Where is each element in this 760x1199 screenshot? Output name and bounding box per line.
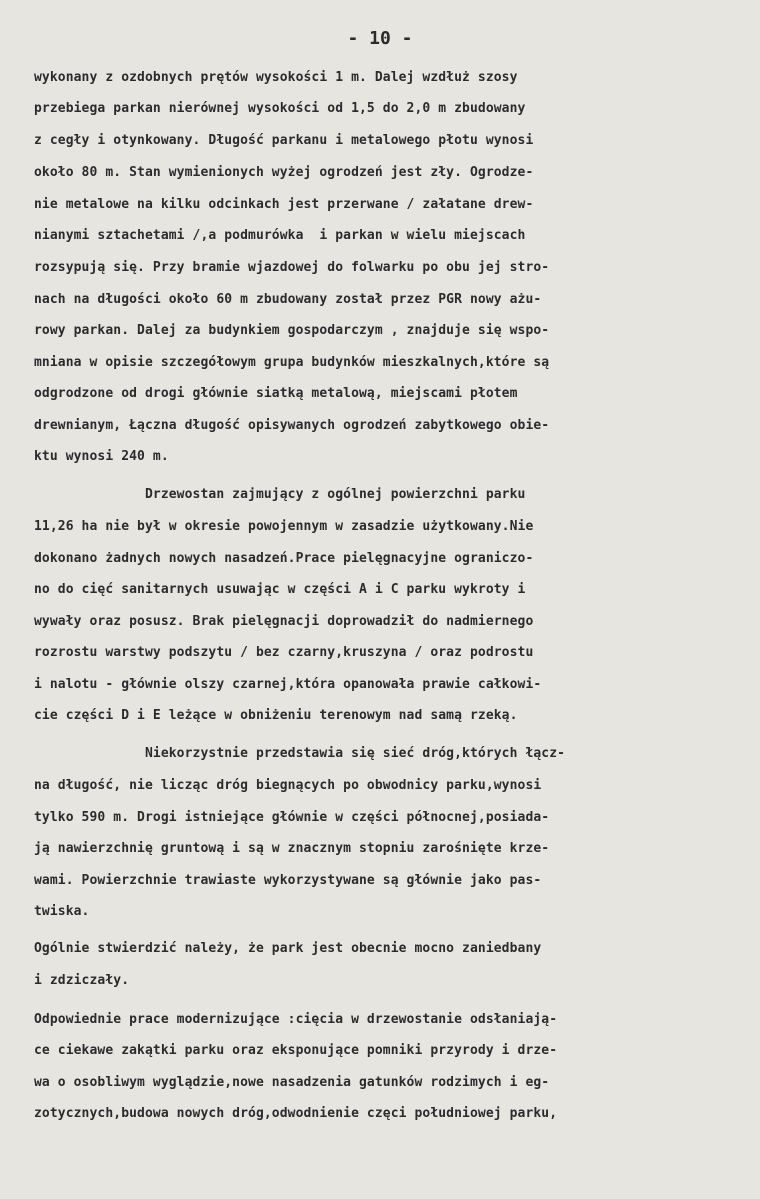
- text-line: Niekorzystnie przedstawia się sieć dróg,których łącz-: [34, 746, 566, 761]
- text-line: twiska.: [34, 904, 90, 919]
- text-line: tylko 590 m. Drogi istniejące głównie w części północnej,posiada-: [34, 810, 550, 825]
- text-line: rozsypują się. Przy bramie wjazdowej do folwarku po obu jej stro-: [34, 260, 550, 275]
- text-line: na długość, nie licząc dróg biegnących po obwodnicy parku,wynosi: [34, 778, 542, 793]
- text-line: i zdziczały.: [34, 973, 130, 988]
- text-line: wami. Powierzchnie trawiaste wykorzystywane są głównie jako pas-: [34, 873, 542, 888]
- text-line: mniana w opisie szczegółowym grupa budynków mieszkalnych,które są: [34, 355, 550, 370]
- text-line: drewnianym, Łączna długość opisywanych ogrodzeń zabytkowego obie-: [34, 418, 550, 433]
- text-line: przebiega parkan nierównej wysokości od 1,5 do 2,0 m zbudowany: [34, 101, 526, 116]
- text-line: około 80 m. Stan wymienionych wyżej ogrodzeń jest zły. Ogrodze-: [34, 165, 534, 180]
- text-line: ce ciekawe zakątki parku oraz eksponujące pomniki przyrody i drze-: [34, 1043, 558, 1058]
- text-line: i nalotu - głównie olszy czarnej,która opanowała prawie całkowi-: [34, 677, 542, 692]
- text-line: no do cięć sanitarnych usuwając w części A i C parku wykroty i: [34, 582, 526, 597]
- text-line: 11,26 ha nie był w okresie powojennym w zasadzie użytkowany.Nie: [34, 519, 534, 534]
- text-line: rowy parkan. Dalej za budynkiem gospodarczym , znajduje się wspo-: [34, 323, 550, 338]
- text-line: wa o osobliwym wyglądzie,nowe nasadzenia gatunków rodzimych i eg-: [34, 1075, 550, 1090]
- text-line: z cegły i otynkowany. Długość parkanu i metalowego płotu wynosi: [34, 133, 534, 148]
- text-line: odgrodzone od drogi głównie siatką metalową, miejscami płotem: [34, 386, 518, 401]
- page-number: - 10 -: [347, 28, 413, 49]
- text-line: Ogólnie stwierdzić należy, że park jest obecnie mocno zaniedbany: [34, 941, 542, 956]
- text-line: nie metalowe na kilku odcinkach jest przerwane / załatane drew-: [34, 197, 534, 212]
- text-line: rozrostu warstwy podszytu / bez czarny,kruszyna / oraz podrostu: [34, 645, 534, 660]
- text-line: ją nawierzchnię gruntową i są w znacznym stopniu zarośnięte krze-: [34, 841, 550, 856]
- text-line: ktu wynosi 240 m.: [34, 449, 169, 464]
- text-line: dokonano żadnych nowych nasadzeń.Prace pielęgnacyjne ograniczo-: [34, 551, 534, 566]
- text-line: nianymi sztachetami /,a podmurówka i parkan w wielu miejscach: [34, 228, 526, 243]
- text-line: nach na długości około 60 m zbudowany został przez PGR nowy ażu-: [34, 292, 542, 307]
- text-line: cie części D i E leżące w obniżeniu terenowym nad samą rzeką.: [34, 708, 518, 723]
- text-line: wywały oraz posusz. Brak pielęgnacji doprowadził do nadmiernego: [34, 614, 534, 629]
- text-line: Odpowiednie prace modernizujące :cięcia w drzewostanie odsłaniają-: [34, 1012, 558, 1027]
- text-line: Drzewostan zajmujący z ogólnej powierzchni parku: [34, 487, 526, 502]
- text-line: wykonany z ozdobnych prętów wysokości 1 m. Dalej wzdłuż szosy: [34, 70, 518, 85]
- text-line: zotycznych,budowa nowych dróg,odwodnienie częci południowej parku,: [34, 1106, 558, 1121]
